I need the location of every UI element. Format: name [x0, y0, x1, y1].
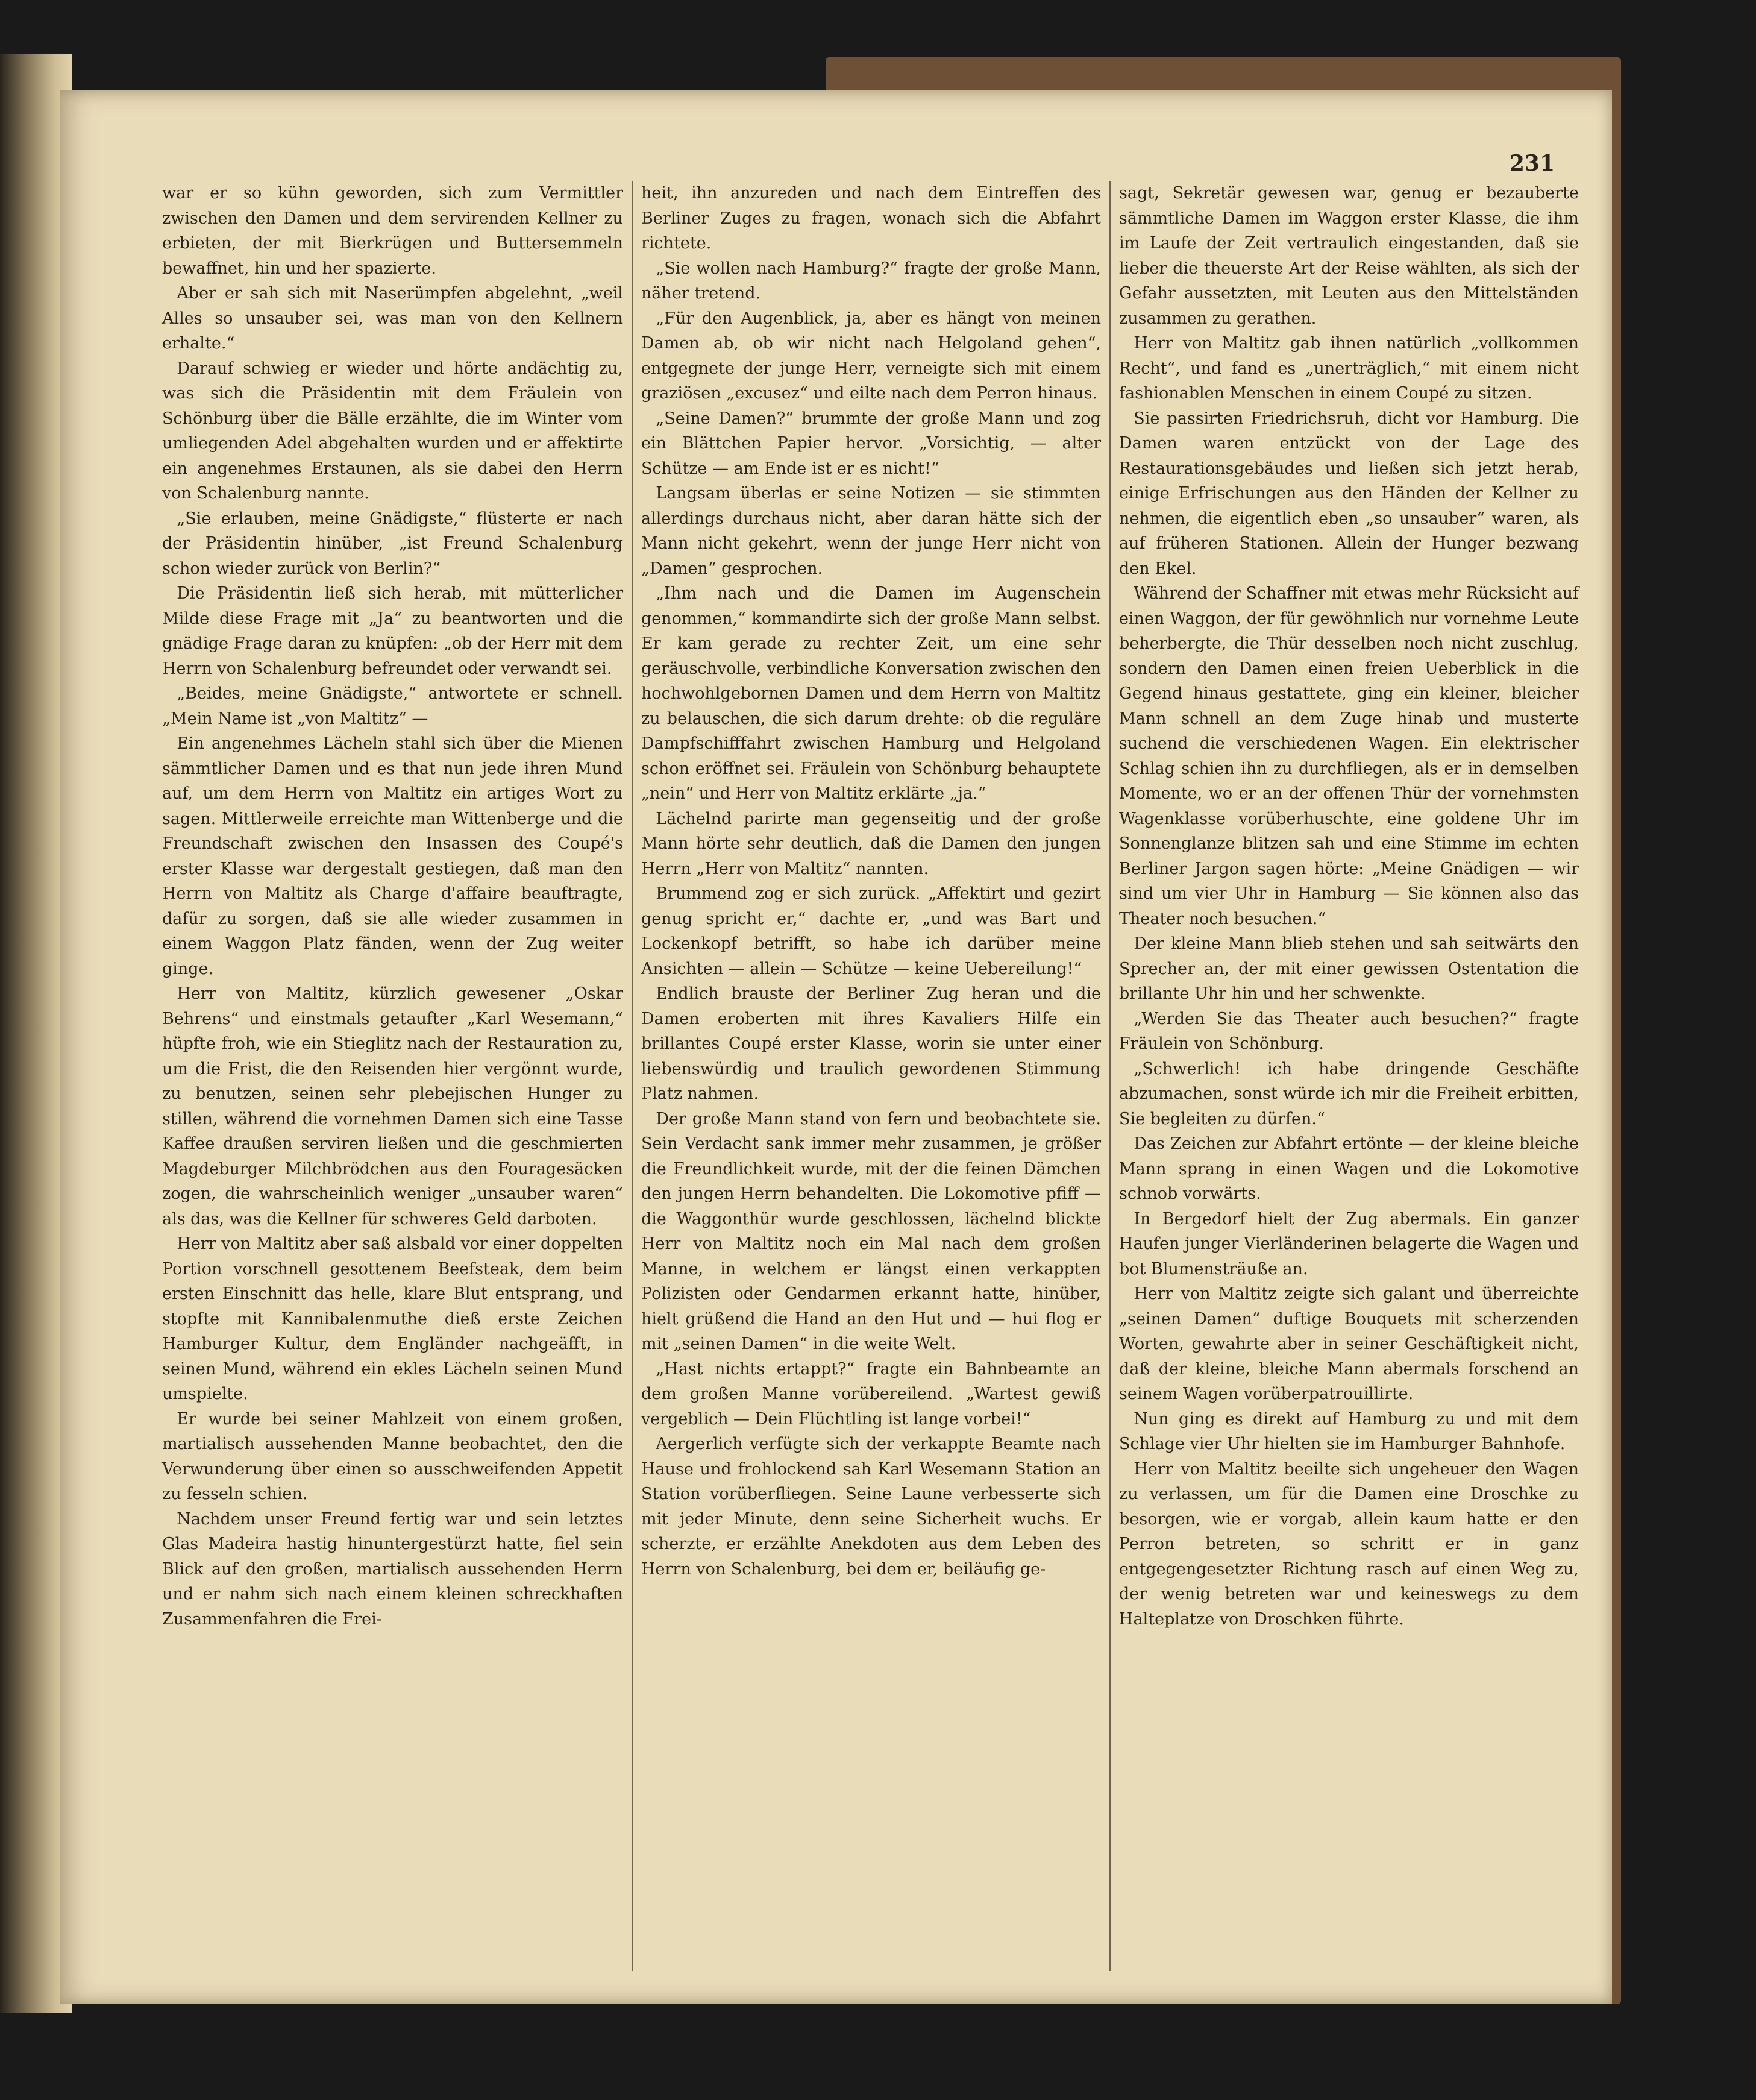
paragraph: Der große Mann stand von fern und beobachtete sie. Sein Verdacht sank immer mehr zusammen, je größer die Freundlichkeit wurde, mit der die feinen Dämchen den jungen Herrn behandelten. Die Lokomotive pfiff — die Waggonthür wurde geschlossen, lächelnd blickte Herr von Maltitz noch ein Mal nach dem großen Manne, in welchem er längst einen verkappten Polizisten oder Gendarmen erkannt hatte, hinüber, hielt grüßend die Hand an den Hut und — hui flog er mit „seinen Damen“ in die weite Welt.: [641, 1109, 1101, 1353]
paragraph: Er wurde bei seiner Mahlzeit von einem großen, martialisch aussehenden Manne beobachtet, den die Verwunderung über einen so ausschweifenden Appetit zu fesseln schien.: [162, 1409, 623, 1503]
paragraph: Das Zeichen zur Abfahrt ertönte — der kleine bleiche Mann sprang in einen Wagen und die Lokomotive schnob vorwärts.: [1119, 1134, 1579, 1203]
text-column-right: [1109, 181, 1587, 1971]
paragraph: Langsam überlas er seine Notizen — sie stimmten allerdings durchaus nicht, aber daran hätte sich der Mann nicht gekehrt, wenn der junge Herr nicht von „Damen“ gesprochen.: [641, 484, 1101, 578]
paragraph: Herr von Maltitz zeigte sich galant und überreichte „seinen Damen“ duftige Bouquets mit scherzenden Worten, gewahrte aber in seiner Geschäftigkeit nicht, daß der kleine, bleiche Mann abermals forschend an seinem Wagen vorüberpatrouillirte.: [1119, 1284, 1579, 1403]
paragraph: Die Präsidentin ließ sich herab, mit mütterlicher Milde diese Frage mit „Ja“ zu beantworten und die gnädige Frage daran zu knüpfen: „ob der Herr mit dem Herrn von Schalenburg befreundet oder verwandt sei.: [162, 584, 623, 678]
text-column-middle: [632, 181, 1109, 1971]
paragraph: Darauf schwieg er wieder und hörte andächtig zu, was sich die Präsidentin mit dem Fräulein von Schönburg über die Bälle erzählte, die im Winter vom umliegenden Adel abgehalten wurden und er affektirte ein angenehmes Erstaunen, als sie dabei den Herrn von Schalenburg nannte.: [162, 359, 623, 503]
paragraph: „Schwerlich! ich habe dringende Geschäfte abzumachen, sonst würde ich mir die Freiheit erbitten, Sie begleiten zu dürfen.“: [1119, 1059, 1579, 1128]
paragraph: Herr von Maltitz beeilte sich ungeheuer den Wagen zu verlassen, um für die Damen eine Droschke zu besorgen, wie er vorgab, allein kaum hatte er den Perron betreten, so schritt er in ganz entgegengesetzter Richtung rasch auf einen Weg zu, der wenig betreten war und keineswegs zu dem Halteplatze von Droschken führte.: [1119, 1459, 1579, 1629]
paragraph: heit, ihn anzureden und nach dem Eintreffen des Berliner Zuges zu fragen, wonach sich die Abfahrt richtete.: [641, 184, 1101, 253]
paragraph: „Für den Augenblick, ja, aber es hängt von meinen Damen ab, ob wir nicht nach Helgoland gehen“, entgegnete der junge Herr, verneigte sich mit einem graziösen „excusez“ und eilte nach dem Perron hinaus.: [641, 309, 1101, 403]
paragraph: „Sie wollen nach Hamburg?“ fragte der große Mann, näher tretend.: [641, 259, 1101, 303]
paragraph: Brummend zog er sich zurück. „Affektirt und gezirt genug spricht er,“ dachte er, „und was Bart und Lockenkopf betrifft, so habe ich darüber meine Ansichten — allein — Schütze — keine Uebereilung!“: [641, 884, 1101, 978]
paragraph: Herr von Maltitz gab ihnen natürlich „vollkommen Recht“, und fand es „unerträglich,“ mit einem nicht fashionablen Menschen in einem Coupé zu sitzen.: [1119, 334, 1579, 403]
paragraph: war er so kühn geworden, sich zum Vermittler zwischen den Damen und dem servirenden Kellner zu erbieten, der mit Bierkrügen und Buttersemmeln bewaffnet, hin und her spazierte.: [162, 184, 623, 278]
paragraph: Aergerlich verfügte sich der verkappte Beamte nach Hause und frohlockend sah Karl Wesemann Station an Station vorüberfliegen. Seine Laune verbesserte sich mit jeder Minute, denn seine Sicherheit wuchs. Er scherzte, er erzählte Anekdoten aus dem Leben des Herrn von Schalenburg, bei dem er, beiläufig ge-: [641, 1435, 1101, 1579]
book-page: [60, 90, 1612, 2004]
paragraph: Lächelnd parirte man gegenseitig und der große Mann hörte sehr deutlich, daß die Damen den jungen Herrn „Herr von Maltitz“ nannten.: [641, 809, 1101, 878]
paragraph: Nun ging es direkt auf Hamburg zu und mit dem Schlage vier Uhr hielten sie im Hamburger Bahnhofe.: [1119, 1409, 1579, 1453]
paragraph: „Ihm nach und die Damen im Augenschein genommen,“ kommandirte sich der große Mann selbst. Er kam gerade zu rechter Zeit, um eine sehr geräuschvolle, verbindliche Konversation zwischen den hochwohlgebornen Damen und dem Herrn von Maltitz zu belauschen, die sich darum drehte: ob die reguläre Dampfschifffahrt zwischen Hamburg und Helgoland schon eröffnet sei. Fräulein von Schönburg behauptete „nein“ und Herr von Maltitz erklärte „ja.“: [641, 584, 1101, 803]
text-columns: [154, 181, 1588, 1971]
paragraph: Endlich brauste der Berliner Zug heran und die Damen eroberten mit ihres Kavaliers Hilfe ein brillantes Coupé erster Klasse, worin sie unter einer liebenswürdig und traulich gewordenen Stimmung Platz nahmen.: [641, 984, 1101, 1103]
paragraph: „Sie erlauben, meine Gnädigste,“ flüsterte er nach der Präsidentin hinüber, „ist Freund Schalenburg schon wieder zurück von Berlin?“: [162, 509, 623, 578]
paragraph: Ein angenehmes Lächeln stahl sich über die Mienen sämmtlicher Damen und es that nun jede ihren Mund auf, um dem Herrn von Maltitz ein artiges Wort zu sagen. Mittlerweile erreichte man Wittenberge und die Freundschaft zwischen den Insassen des Coupé's erster Klasse war dergestalt gestiegen, daß man den Herrn von Maltitz als Charge d'affaire beauftragte, dafür zu sorgen, daß sie alle wieder zusammen in einem Waggon Platz fänden, wenn der Zug weiter ginge.: [162, 734, 623, 978]
paragraph: sagt, Sekretär gewesen war, genug er bezauberte sämmtliche Damen im Waggon erster Klasse, die ihm im Laufe der Zeit vertraulich eingestanden, daß sie lieber die theuerste Art der Reise wählten, als sich der Gefahr aussetzten, mit Leuten aus den Mittelständen zusammen zu gerathen.: [1119, 184, 1579, 328]
text-column-left: [154, 181, 632, 1971]
paragraph: Nachdem unser Freund fertig war und sein letztes Glas Madeira hastig hinuntergestürzt hatte, fiel sein Blick auf den großen, martialisch aussehenden Herrn und er nahm sich nach einem kleinen schreckhaften Zusammenfahren die Frei-: [162, 1509, 623, 1629]
paragraph: Aber er sah sich mit Naserümpfen abgelehnt, „weil Alles so unsauber sei, was man von den Kellnern erhalte.“: [162, 284, 623, 353]
paragraph: „Hast nichts ertappt?“ fragte ein Bahnbeamte an dem großen Manne vorübereilend. „Wartest gewiß vergeblich — Dein Flüchtling ist lange vorbei!“: [641, 1359, 1101, 1429]
paragraph: „Werden Sie das Theater auch besuchen?“ fragte Fräulein von Schönburg.: [1119, 1009, 1579, 1053]
paragraph: In Bergedorf hielt der Zug abermals. Ein ganzer Haufen junger Vierländerinen belagerte die Wagen und bot Blumensträuße an.: [1119, 1209, 1579, 1278]
paragraph: Herr von Maltitz, kürzlich gewesener „Oskar Behrens“ und einstmals getaufter „Karl Wesemann,“ hüpfte froh, wie ein Stieglitz nach der Restauration zu, um die Frist, die den Reisenden hier vergönnt wurde, zu benutzen, seinen sehr plebejischen Hunger zu stillen, während die vornehmen Damen sich eine Tasse Kaffee draußen serviren ließen und die geschmierten Magdeburger Milchbrödchen aus den Fouragesäcken zogen, die wahrscheinlich weniger „unsauber waren“ als das, was die Kellner für schweres Geld darboten.: [162, 984, 623, 1228]
paragraph: „Beides, meine Gnädigste,“ antwortete er schnell. „Mein Name ist „von Maltitz“ —: [162, 684, 623, 728]
page-number: 231: [1509, 151, 1555, 176]
paragraph: Sie passirten Friedrichsruh, dicht vor Hamburg. Die Damen waren entzückt von der Lage des Restaurationsgebäudes und ließen sich jetzt herab, einige Erfrischungen aus den Händen der Kellner zu nehmen, die eigentlich eben „so unsauber“ waren, als auf früheren Stationen. Allein der Hunger bezwang den Ekel.: [1119, 409, 1579, 578]
paragraph: Herr von Maltitz aber saß alsbald vor einer doppelten Portion vorschnell gesottenem Beefsteak, dem beim ersten Einschnitt das helle, klare Blut entsprang, und stopfte mit Kannibalenmuthe dieß erste Zeichen Hamburger Kultur, dem Engländer nachgeäfft, in seinen Mund, während ein ekles Lächeln seinen Mund umspielte.: [162, 1234, 623, 1403]
paragraph: Der kleine Mann blieb stehen und sah seitwärts den Sprecher an, der mit einer gewissen Ostentation die brillante Uhr hin und her schwenkte.: [1119, 934, 1579, 1003]
paragraph: Während der Schaffner mit etwas mehr Rücksicht auf einen Waggon, der für gewöhnlich nur vornehme Leute beherbergte, die Thür desselben noch nicht zuschlug, sondern den Damen einen freien Ueberblick in die Gegend hinaus gestattete, ging ein kleiner, bleicher Mann schnell an dem Zuge hinab und musterte suchend die verschiedenen Wagen. Ein elektrischer Schlag schien ihn zu durchfliegen, als er in demselben Momente, wo er an der offenen Thür der vornehmsten Wagenklasse vorüberhuschte, eine goldene Uhr im Sonnenglanze blitzen sah und eine Stimme im echten Berliner Jargon sagen hörte: „Meine Gnädigen — wir sind um vier Uhr in Hamburg — Sie können also das Theater noch besuchen.“: [1119, 584, 1579, 928]
paragraph: „Seine Damen?“ brummte der große Mann und zog ein Blättchen Papier hervor. „Vorsichtig, — alter Schütze — am Ende ist er es nicht!“: [641, 409, 1101, 478]
